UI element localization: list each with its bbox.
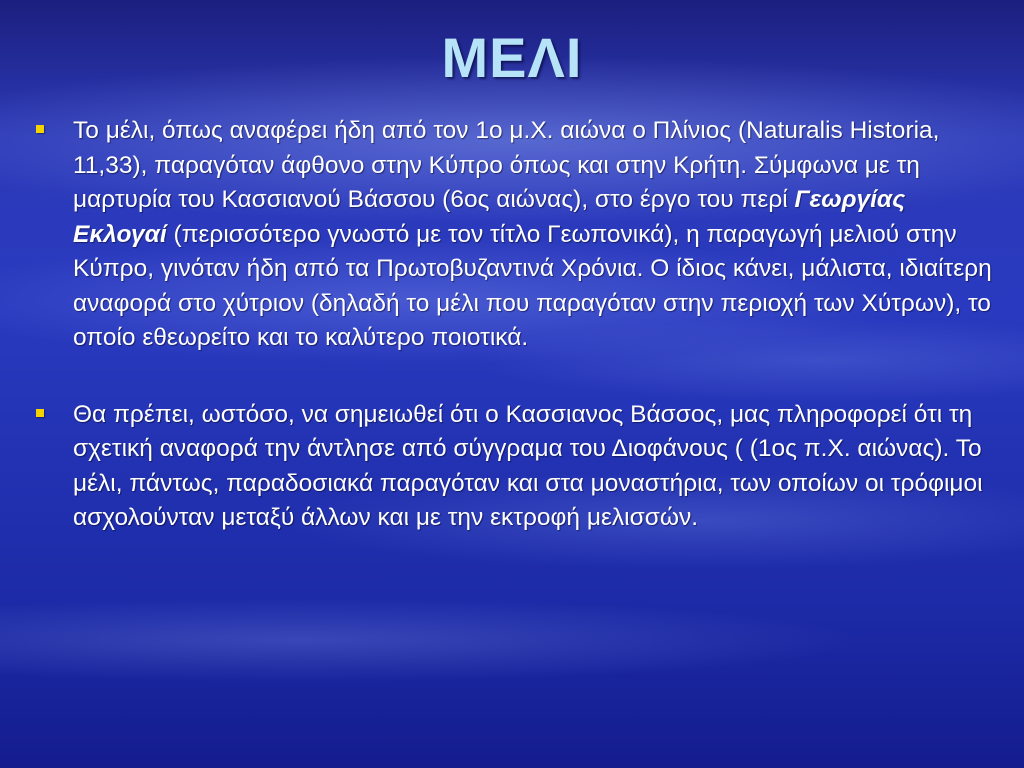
- slide-body: [30, 114, 995, 536]
- bullet-1-text-after: (περισσότερο γνωστό με τον τίτλο Γεωπονικά), η παραγωγή μελιού στην Κύπρο, γινόταν ήδη από τα Πρωτοβυζαντινά Χρόνια. Ο ίδιος κάνει, μάλιστα, ιδιαίτερη αναφορά στο χύτριον (δηλαδή το μέλι που παραγόταν στην περιοχή των Χύτρων), το οποίο εθεωρείτο και το καλύτερο ποιοτικά.: [73, 220, 992, 351]
- square-bullet-icon: [36, 409, 44, 417]
- bullet-item-1: [30, 114, 995, 356]
- bullet-item-2: [30, 398, 995, 536]
- bullet-1-text-before: Το μέλι, όπως αναφέρει ήδη από τον 1ο μ.Χ. αιώνα ο Πλίνιος (Naturalis Historia, 11,33), παραγόταν άφθονο στην Κύπρο όπως και στην Κρήτη. Σύμφωνα με τη μαρτυρία του Κασσιανού Βάσσου (6ος αιώνας), στο έργο του περί: [73, 117, 940, 213]
- square-bullet-icon: [36, 125, 44, 133]
- bullet-1-emphasis: Γεωργίας Εκλογαί: [73, 186, 906, 248]
- slide-title: ΜΕΛΙ: [441, 26, 583, 89]
- bullet-2-text: Θα πρέπει, ωστόσο, να σημειωθεί ότι ο Κασσιανος Βάσσος, μας πληροφορεί ότι τη σχετική αναφορά την άντλησε από σύγγραμα του Διοφάνους ( (1ος π.Χ. αιώνας). Το μέλι, πάντως, παραδοσιακά παραγόταν και στα μοναστήρια, των οποίων οι τρόφιμοι ασχολούνταν μεταξύ άλλων και με την εκτροφή μελισσών.: [73, 400, 983, 531]
